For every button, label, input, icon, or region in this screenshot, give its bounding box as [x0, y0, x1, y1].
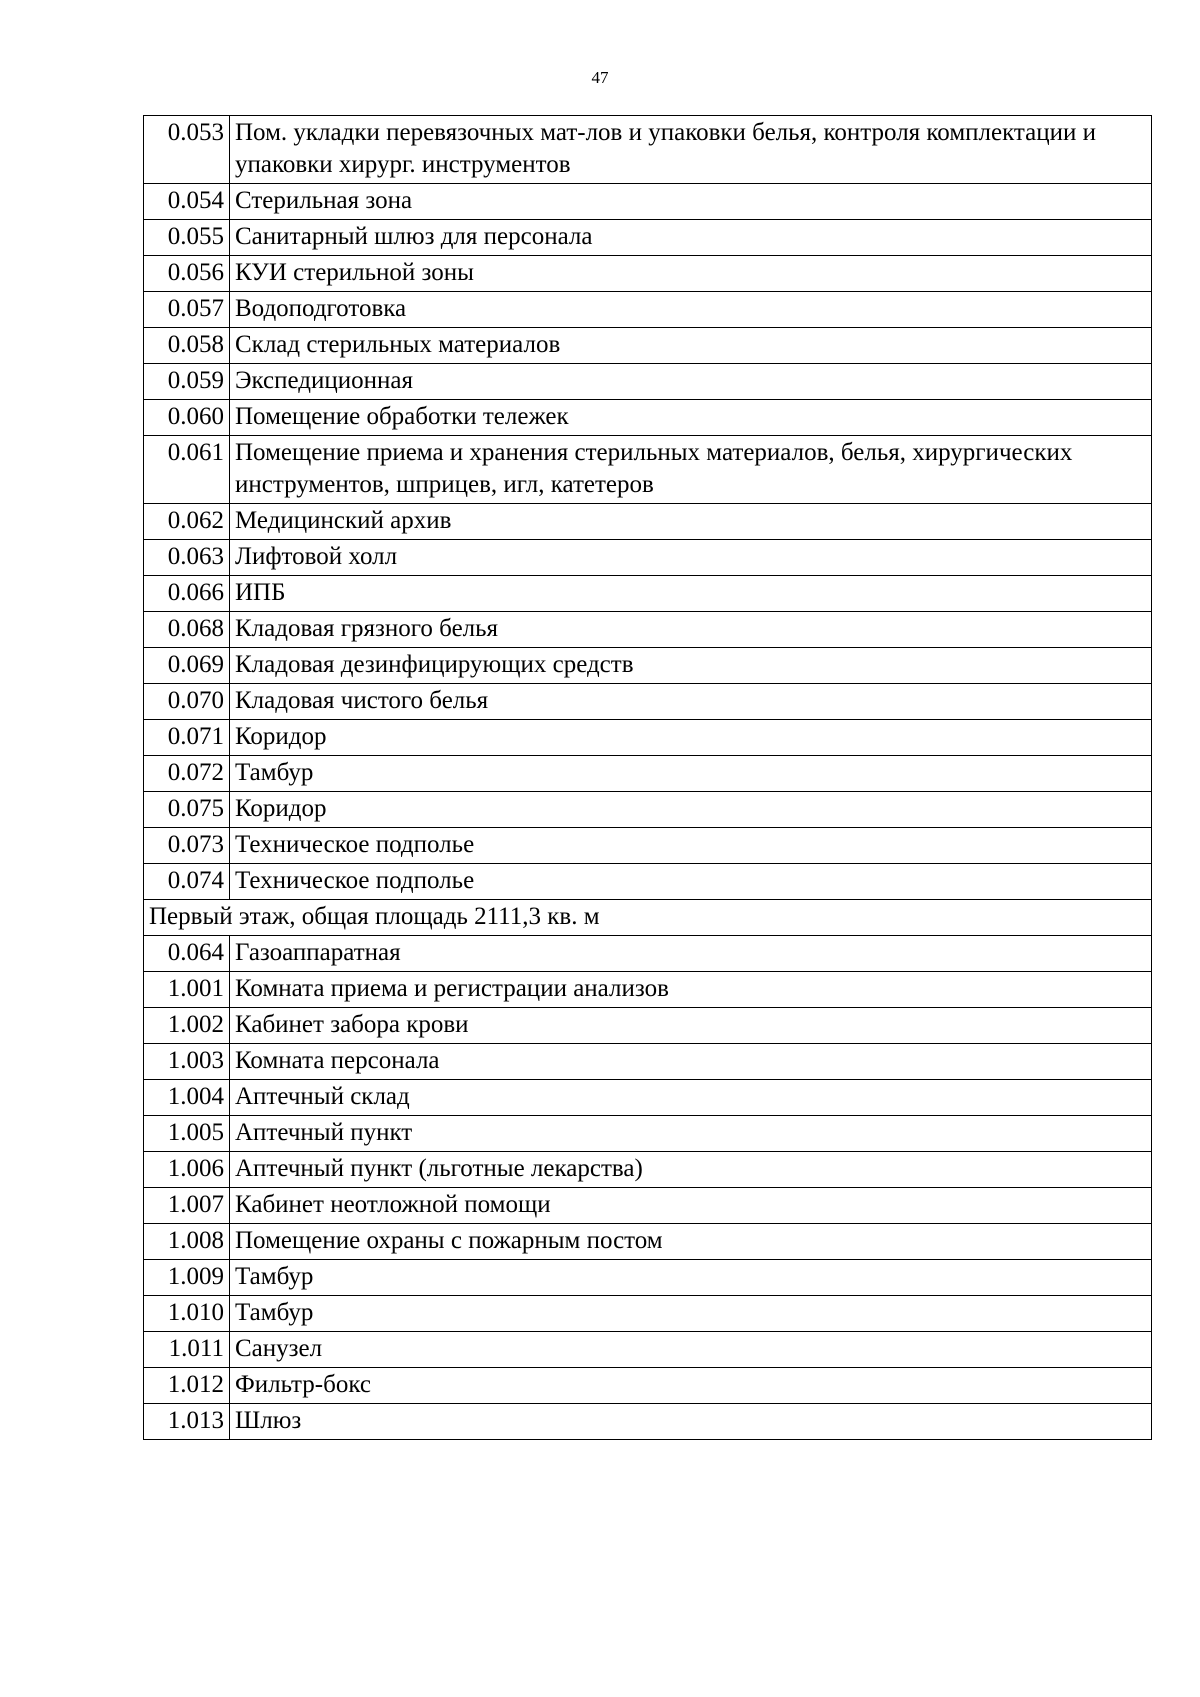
table-row: [144, 256, 1152, 292]
room-name: Санузел: [230, 1332, 1152, 1368]
room-code: 0.062: [144, 504, 230, 540]
room-name: Медицинский архив: [230, 504, 1152, 540]
room-name: Помещение обработки тележек: [230, 400, 1152, 436]
room-name: Тамбур: [230, 756, 1152, 792]
table-row: [144, 220, 1152, 256]
room-code: 1.013: [144, 1404, 230, 1440]
room-name: Кабинет неотложной помощи: [230, 1188, 1152, 1224]
table-row: [144, 972, 1152, 1008]
room-name: Коридор: [230, 792, 1152, 828]
room-code: 0.068: [144, 612, 230, 648]
room-code: 1.005: [144, 1116, 230, 1152]
rooms-table: [143, 115, 1152, 1440]
room-code: 0.073: [144, 828, 230, 864]
room-name: Техническое подполье: [230, 864, 1152, 900]
table-row: [144, 720, 1152, 756]
section-heading: Первый этаж, общая площадь 2111,3 кв. м: [144, 900, 1152, 936]
room-code: 1.010: [144, 1296, 230, 1332]
rooms-table-body: [144, 116, 1152, 1440]
room-name: Коридор: [230, 720, 1152, 756]
room-code: 0.072: [144, 756, 230, 792]
room-code: 1.012: [144, 1368, 230, 1404]
room-name: КУИ стерильной зоны: [230, 256, 1152, 292]
room-name: Фильтр-бокс: [230, 1368, 1152, 1404]
room-name: Комната приема и регистрации анализов: [230, 972, 1152, 1008]
table-row: [144, 364, 1152, 400]
room-code: 1.007: [144, 1188, 230, 1224]
table-row: [144, 1044, 1152, 1080]
room-name: Экспедиционная: [230, 364, 1152, 400]
room-code: 0.055: [144, 220, 230, 256]
table-row: [144, 1188, 1152, 1224]
room-code: 0.069: [144, 648, 230, 684]
room-code: 0.056: [144, 256, 230, 292]
room-name: Тамбур: [230, 1296, 1152, 1332]
table-row: [144, 828, 1152, 864]
room-code: 0.075: [144, 792, 230, 828]
room-code: 0.066: [144, 576, 230, 612]
room-code: 1.004: [144, 1080, 230, 1116]
room-name: Водоподготовка: [230, 292, 1152, 328]
page-number: 47: [591, 68, 609, 87]
table-row: [144, 540, 1152, 576]
room-name: Техническое подполье: [230, 828, 1152, 864]
table-row: [144, 184, 1152, 220]
room-name: Кладовая чистого белья: [230, 684, 1152, 720]
room-name: Кладовая грязного белья: [230, 612, 1152, 648]
room-code: 0.074: [144, 864, 230, 900]
room-name: Комната персонала: [230, 1044, 1152, 1080]
room-name: Пом. укладки перевязочных мат-лов и упаковки белья, контроля комплектации и упаковки хирург. инструментов: [230, 116, 1152, 184]
table-row: [144, 1008, 1152, 1044]
room-name: Аптечный склад: [230, 1080, 1152, 1116]
table-row: [144, 1404, 1152, 1440]
room-code: 0.060: [144, 400, 230, 436]
table-row: [144, 400, 1152, 436]
room-code: 0.071: [144, 720, 230, 756]
room-code: 0.053: [144, 116, 230, 184]
room-name: Газоаппаратная: [230, 936, 1152, 972]
table-row: [144, 864, 1152, 900]
table-row: [144, 116, 1152, 184]
table-row: [144, 612, 1152, 648]
room-code: 1.002: [144, 1008, 230, 1044]
section-row: [144, 900, 1152, 936]
room-name: Помещение охраны с пожарным постом: [230, 1224, 1152, 1260]
room-name: Кладовая дезинфицирующих средств: [230, 648, 1152, 684]
table-row: [144, 436, 1152, 504]
table-row: [144, 1080, 1152, 1116]
room-code: 1.008: [144, 1224, 230, 1260]
room-name: ИПБ: [230, 576, 1152, 612]
room-name: Склад стерильных материалов: [230, 328, 1152, 364]
room-code: 0.061: [144, 436, 230, 504]
room-code: 1.001: [144, 972, 230, 1008]
table-row: [144, 1368, 1152, 1404]
room-name: Шлюз: [230, 1404, 1152, 1440]
room-code: 0.058: [144, 328, 230, 364]
table-row: [144, 328, 1152, 364]
room-code: 0.054: [144, 184, 230, 220]
room-code: 1.011: [144, 1332, 230, 1368]
table-row: [144, 684, 1152, 720]
room-code: 1.003: [144, 1044, 230, 1080]
room-code: 0.059: [144, 364, 230, 400]
room-name: Аптечный пункт (льготные лекарства): [230, 1152, 1152, 1188]
room-code: 0.070: [144, 684, 230, 720]
room-code: 0.063: [144, 540, 230, 576]
table-row: [144, 1152, 1152, 1188]
table-row: [144, 792, 1152, 828]
table-row: [144, 1224, 1152, 1260]
table-row: [144, 292, 1152, 328]
table-row: [144, 1332, 1152, 1368]
room-name: Санитарный шлюз для персонала: [230, 220, 1152, 256]
table-row: [144, 576, 1152, 612]
room-name: Тамбур: [230, 1260, 1152, 1296]
table-row: [144, 936, 1152, 972]
table-row: [144, 504, 1152, 540]
room-name: Лифтовой холл: [230, 540, 1152, 576]
room-name: Помещение приема и хранения стерильных материалов, белья, хирургических инструментов, шприцев, игл, катетеров: [230, 436, 1152, 504]
room-name: Стерильная зона: [230, 184, 1152, 220]
room-name: Аптечный пункт: [230, 1116, 1152, 1152]
room-code: 0.057: [144, 292, 230, 328]
room-code: 0.064: [144, 936, 230, 972]
table-row: [144, 756, 1152, 792]
table-row: [144, 1260, 1152, 1296]
room-code: 1.006: [144, 1152, 230, 1188]
table-row: [144, 1116, 1152, 1152]
room-code: 1.009: [144, 1260, 230, 1296]
table-row: [144, 1296, 1152, 1332]
room-name: Кабинет забора крови: [230, 1008, 1152, 1044]
table-row: [144, 648, 1152, 684]
